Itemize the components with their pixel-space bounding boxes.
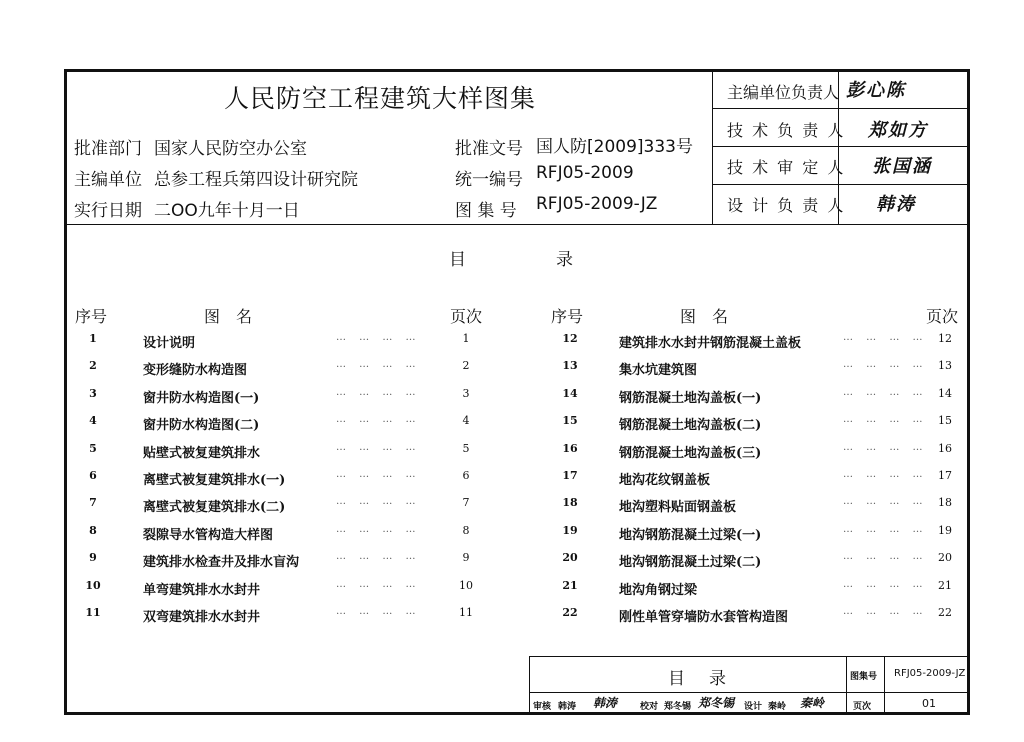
toc-row-title: 地沟花纹钢盖板 [619,473,711,488]
toc-row-number: 11 [85,606,101,619]
toc-row-leader-dots: … … … … [336,386,421,398]
title-block-title-left: 目 [668,669,685,689]
resp-role-1: 主编单位负责人 [727,83,840,102]
right-col-name-header: 图 名 [680,307,729,326]
resp-role-4: 设 计 负 责 人 [727,196,846,215]
toc-row [0,606,1024,630]
toc-row [0,579,1024,603]
title-block-atlas-value: RFJ05-2009-JZ [894,668,966,679]
title-block-atlas-label: 图集号 [850,672,878,682]
toc-row-page: 4 [462,414,470,428]
toc-row-number: 21 [562,578,578,592]
toc-row-leader-dots: … … … … [843,332,928,343]
toc-row-title: 刚性单管穿墙防水套管构造图 [619,610,789,625]
toc-row-title: 地沟塑料贴面钢盖板 [619,500,737,516]
toc-row-leader-dots: … … … … [843,414,928,426]
toc-row-number: 14 [562,386,578,400]
toc-row [0,332,1024,356]
title-block-mid-border [529,692,970,693]
toc-row-title: 窗井防水构造图(一) [143,390,260,406]
toc-row-number: 6 [89,469,97,482]
toc-row-number: 18 [562,496,578,510]
toc-row-leader-dots: … … … … [843,441,928,453]
toc-row-title: 钢筋混凝土地沟盖板(二) [619,418,762,434]
toc-row-page: 19 [938,523,952,537]
title-block-top-border [529,656,970,657]
effective-date-value: 二OO九年十月一日 [154,201,300,221]
toc-row-leader-dots: … … … … [843,578,928,590]
toc-row-title: 钢筋混凝土地沟盖板(三) [619,445,762,461]
title-block-title-right: 录 [709,669,726,689]
toc-row-leader-dots: … … … … [843,386,928,398]
toc-row-leader-dots: … … … … [336,578,421,590]
toc-row-page: 21 [938,578,952,592]
toc-row-leader-dots: … … … … [843,551,928,563]
resp-signature-1: 彭心陈 [846,80,906,101]
approval-doc-value: 国人防[2009]333号 [536,137,693,157]
toc-row [0,359,1024,383]
review-label: 审核 [533,702,552,712]
toc-row-title: 集水坑建筑图 [619,363,698,379]
resp-signature-2: 郑如方 [868,120,928,141]
toc-row-page: 1 [462,332,470,345]
toc-row-page: 5 [462,441,470,455]
right-col-seq-header: 序号 [551,307,584,326]
editor-unit-value: 总参工程兵第四设计研究院 [154,170,358,190]
check-name: 郑冬锡 [664,702,692,712]
toc-row-title: 双弯建筑排水水封井 [143,610,261,625]
design-signature: 秦岭 [800,696,825,710]
toc-row-page: 20 [938,551,952,565]
toc-row-title: 裂隙导水管构造大样图 [143,527,274,543]
resp-role-3: 技 术 审 定 人 [727,158,846,177]
effective-date-label: 实行日期 [74,201,142,221]
left-col-name-header: 图 名 [204,307,253,326]
toc-row-number: 17 [562,469,578,482]
toc-row-number: 19 [562,523,578,537]
toc-row-title: 单弯建筑排水水封井 [143,582,261,598]
atlas-no-value: RFJ05-2009-JZ [536,194,658,214]
toc-row-number: 5 [89,441,97,455]
design-label: 设计 [744,702,763,712]
toc-row-title: 离壁式被复建筑排水(二) [143,500,286,516]
check-label: 校对 [640,702,659,712]
toc-row-title: 钢筋混凝土地沟盖板(一) [619,390,762,406]
toc-row-title: 离壁式被复建筑排水(一) [143,473,286,488]
toc-row-leader-dots: … … … … [336,523,421,535]
toc-row-page: 10 [459,578,473,592]
toc-row-title: 窗井防水构造图(二) [143,418,260,434]
editor-unit-label: 主编单位 [74,170,142,190]
toc-row [0,524,1024,548]
toc-row-page: 22 [938,606,952,619]
toc-heading-right: 录 [556,250,573,270]
toc-row-number: 12 [562,332,578,345]
toc-row [0,387,1024,411]
toc-row-leader-dots: … … … … [336,414,421,426]
toc-row-leader-dots: … … … … [843,496,928,508]
toc-row-number: 10 [85,578,101,592]
toc-row-page: 6 [462,469,470,482]
left-col-page-header: 页次 [450,307,483,326]
title-block-div-2 [884,656,885,715]
approval-dept-value: 国家人民防空办公室 [154,139,307,159]
atlas-no-label: 图 集 号 [455,201,517,221]
title-block-page-value: 01 [922,697,936,710]
title-block-left-border [529,656,530,715]
approval-doc-label: 批准文号 [455,139,523,159]
toc-row-title: 地沟钢筋混凝土过梁(二) [619,555,762,571]
toc-row-page: 17 [938,469,952,482]
toc-row-page: 12 [938,332,952,345]
toc-row-page: 11 [459,606,473,619]
toc-row-leader-dots: … … … … [336,469,421,480]
toc-row-number: 13 [562,359,578,373]
toc-row-page: 9 [462,551,470,565]
toc-row [0,414,1024,438]
toc-row-page: 16 [938,441,952,455]
toc-row-page: 2 [462,359,470,373]
toc-row-title: 贴壁式被复建筑排水 [143,445,261,461]
toc-row [0,496,1024,520]
toc-row-number: 2 [89,359,97,373]
toc-row-leader-dots: … … … … [336,606,421,617]
toc-row-page: 15 [938,414,952,428]
toc-heading-left: 目 [449,250,466,270]
toc-row-number: 9 [89,551,97,565]
toc-row-leader-dots: … … … … [843,523,928,535]
toc-row [0,551,1024,575]
toc-row-number: 15 [562,414,578,428]
toc-row-number: 4 [89,414,97,428]
resp-role-2: 技 术 负 责 人 [727,121,846,140]
toc-row-number: 7 [89,496,97,510]
toc-row-title: 建筑排水水封井钢筋混凝土盖板 [619,336,802,351]
toc-row-page: 7 [462,496,470,510]
review-signature: 韩涛 [593,696,618,710]
toc-row-page: 14 [938,386,952,400]
unified-no-label: 统一编号 [455,170,523,190]
toc-row-number: 20 [562,551,578,565]
toc-row-leader-dots: … … … … [843,606,928,617]
toc-row-title: 建筑排水检查井及排水盲沟 [143,555,300,571]
resp-row-divider-2 [712,146,970,147]
toc-row-leader-dots: … … … … [336,359,421,371]
toc-row-title: 地沟钢筋混凝土过梁(一) [619,527,762,543]
toc-row-number: 16 [562,441,578,455]
resp-row-divider-3 [712,184,970,185]
toc-row-number: 3 [89,386,97,400]
toc-row-title: 地沟角钢过梁 [619,582,698,598]
left-col-seq-header: 序号 [75,307,108,326]
design-name: 秦岭 [768,702,787,712]
toc-row-leader-dots: … … … … [336,551,421,563]
review-name: 韩涛 [558,702,577,712]
resp-signature-4: 韩涛 [876,194,916,215]
right-col-page-header: 页次 [926,307,959,326]
resp-signature-3: 张国涵 [872,156,932,177]
title-block-div-1 [846,656,847,715]
resp-row-divider-1 [712,108,970,109]
toc-row-leader-dots: … … … … [843,359,928,371]
header-bottom-rule [64,224,970,225]
toc-row-number: 8 [89,523,97,537]
toc-row-number: 22 [562,606,578,619]
title-block-page-label: 页次 [853,702,872,712]
toc-row-page: 8 [462,523,470,537]
toc-row-number: 1 [89,332,97,345]
toc-row-leader-dots: … … … … [336,332,421,343]
toc-row-title: 设计说明 [143,336,196,351]
toc-row-leader-dots: … … … … [336,441,421,453]
approval-dept-label: 批准部门 [74,139,142,159]
toc-row-leader-dots: … … … … [843,469,928,480]
atlas-title: 人民防空工程建筑大样图集 [224,84,537,113]
toc-row-page: 13 [938,359,952,373]
toc-row [0,469,1024,493]
check-signature: 郑冬锡 [698,696,735,710]
toc-row-title: 变形缝防水构造图 [143,363,248,379]
toc-row [0,442,1024,466]
toc-row-page: 3 [462,386,470,400]
unified-no-value: RFJ05-2009 [536,163,634,183]
toc-row-page: 18 [938,496,952,510]
toc-row-leader-dots: … … … … [336,496,421,508]
